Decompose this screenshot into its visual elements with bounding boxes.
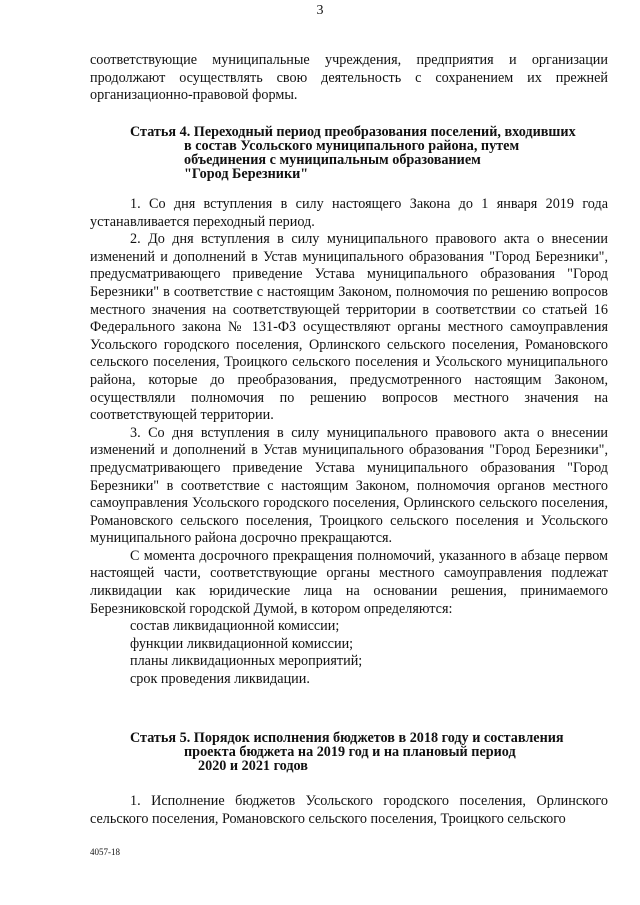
page-number: 3 [316,3,324,18]
article-4-heading-line: "Город Березники" [184,166,309,182]
article-4-paragraph-3: 3. Со дня вступления в силу муниципального правового акта о внесении изменений и дополнений в Устав муниципального образования "Город Березники", предусматривающего приведение Устава муниципального образования "Город Березники" в соответствие с настоящим Законом, полномочия органов местного самоуправления Усольского городского поселения, Орлинского сельского поселения, Романовского сельского поселения, Троицкого сельского поселения и Усольского муниципального района досрочно прекращаются. [90,424,608,547]
list-item: срок проведения ликвидации. [130,671,310,688]
intro-paragraph: соответствующие муниципальные учреждения, предприятия и организации продолжают осуществлять свою деятельность с сохранением их прежней организационно-правовой формы. [90,52,608,104]
article-5-heading-line: 2020 и 2021 годов [198,758,308,774]
article-5-heading-line: проекта бюджета на 2019 год и на плановый период [184,744,516,760]
article-4-paragraph-1: 1. Со дня вступления в силу настоящего Закона до 1 января 2019 года устанавливается переходный период. [90,196,608,230]
article-4-heading-line: объединения с муниципальным образованием [184,152,481,168]
article-5-paragraph-1: 1. Исполнение бюджетов Усольского городского поселения, Орлинского сельского поселения, Романовского сельского поселения, Троицкого сельского [90,793,608,827]
list-item: планы ликвидационных мероприятий; [130,653,363,670]
article-4-heading-line: Статья 4. Переходный период преобразования поселений, входивших [130,124,576,140]
article-5-heading-line: Статья 5. Порядок исполнения бюджетов в 2018 году и составления [130,730,564,746]
article-4-paragraph-2: 2. До дня вступления в силу муниципального правового акта о внесении изменений и дополнений в Устав муниципального образования "Город Березники", предусматривающего приведение Устава муниципального образования "Город Березники" в соответствие с настоящим Законом, полномочия по решению вопросов местного значения на соответствующей территории в соответствии со статьей 16 Федерального закона № 131-ФЗ осуществляют органы местного самоуправления Усольского городского поселения, Орлинского сельского поселения, Романовского сельского поселения, Троицкого сельского поселения и Усольского муниципального района, которые до преобразования, предусмотренного настоящим Законом, осуществляли полномочия по решению вопросов местного значения на соответствующей территории. [90,231,608,424]
list-item: функции ликвидационной комиссии; [130,635,354,652]
article-4-heading-line: в состав Усольского муниципального района, путем [184,138,520,154]
article-4-paragraph-4: С момента досрочного прекращения полномочий, указанного в абзаце первом настоящей части, соответствующие органы местного самоуправления подлежат ликвидации как юридические лица на основании решения, принимаемого Березниковской городской Думой, в котором определяются: [90,547,608,617]
article-4-body [90,196,608,689]
list-item: состав ликвидационной комиссии; [130,618,340,635]
document-code: 4057-18 [90,847,120,857]
